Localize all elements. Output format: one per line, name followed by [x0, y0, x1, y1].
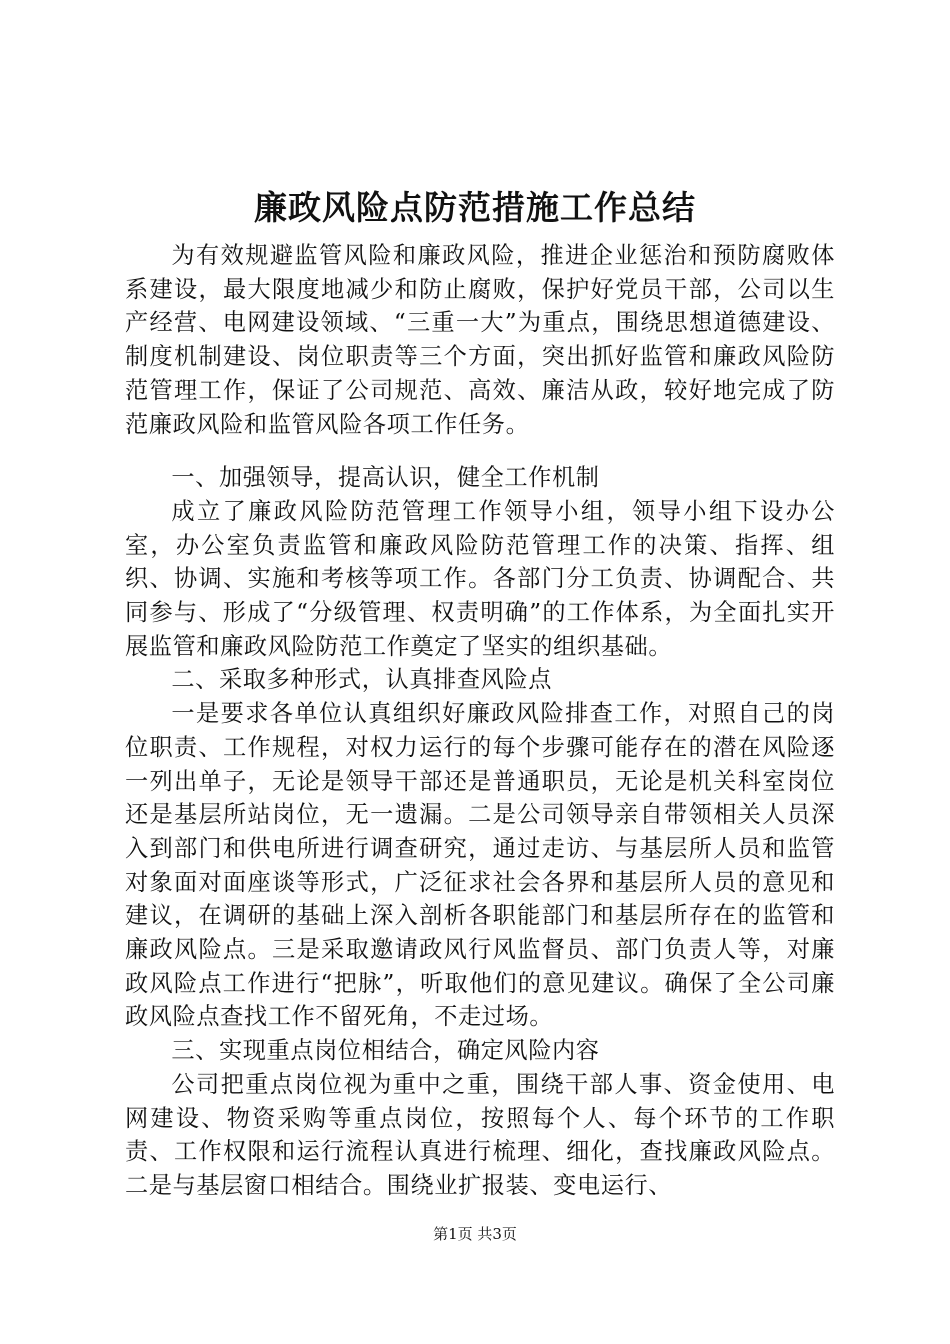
- section-1-text: 成立了廉政风险防范管理工作领导小组，领导小组下设办公室，办公室负责监管和廉政风险防范管理工作的决策、指挥、组织、协调、实施和考核等项工作。各部门分工负责、协调配合、共同参与、形成了“分级管理、权责明确”的工作体系，为全面扎实开展监管和廉政风险防范工作奠定了坚实的组织基础。: [125, 497, 835, 660]
- section-3-text: 公司把重点岗位视为重中之重，围绕干部人事、资金使用、电网建设、物资采购等重点岗位，按照每个人、每个环节的工作职责、工作权限和运行流程认真进行梳理、细化，查找廉政风险点。二是与基层窗口相结合。围绕业扩报装、变电运行、: [125, 1070, 835, 1199]
- page-number-footer: 第1页 共3页: [433, 1225, 517, 1243]
- section-3-heading: 三、实现重点岗位相结合，确定风险内容: [171, 1037, 600, 1065]
- section-1-heading: 一、加强领导，提高认识，健全工作机制: [171, 464, 600, 492]
- document-title: 廉政风险点防范措施工作总结: [254, 188, 696, 227]
- intro-paragraph: 为有效规避监管风险和廉政风险，推进企业惩治和预防腐败体系建设，最大限度地减少和防止腐败，保护好党员干部，公司以生产经营、电网建设领域、“三重一大”为重点，围绕思想道德建设、制度机制建设、岗位职责等三个方面，突出抓好监管和廉政风险防范管理工作，保证了公司规范、高效、廉洁从政，较好地完成了防范廉政风险和监管风险各项工作任务。: [125, 242, 835, 438]
- section-2-text: 一是要求各单位认真组织好廉政风险排查工作，对照自己的岗位职责、工作规程，对权力运行的每个步骤可能存在的潜在风险逐一列出单子，无论是领导干部还是普通职员，无论是机关科室岗位还是基层所站岗位，无一遗漏。二是公司领导亲自带领相关人员深入到部门和供电所进行调查研究，通过走访、与基层所人员和监管对象面对面座谈等形式，广泛征求社会各界和基层所人员的意见和建议，在调研的基础上深入剖析各职能部门和基层所存在的监管和廉政风险点。三是采取邀请政风行风监督员、部门负责人等，对廉政风险点工作进行“把脉”，听取他们的意见建议。确保了全公司廉政风险点查找工作不留死角，不走过场。: [125, 700, 835, 1031]
- document-body: [125, 239, 835, 1203]
- paragraph-spacer: [125, 441, 835, 461]
- section-2-heading: 二、采取多种形式，认真排查风险点: [171, 666, 552, 694]
